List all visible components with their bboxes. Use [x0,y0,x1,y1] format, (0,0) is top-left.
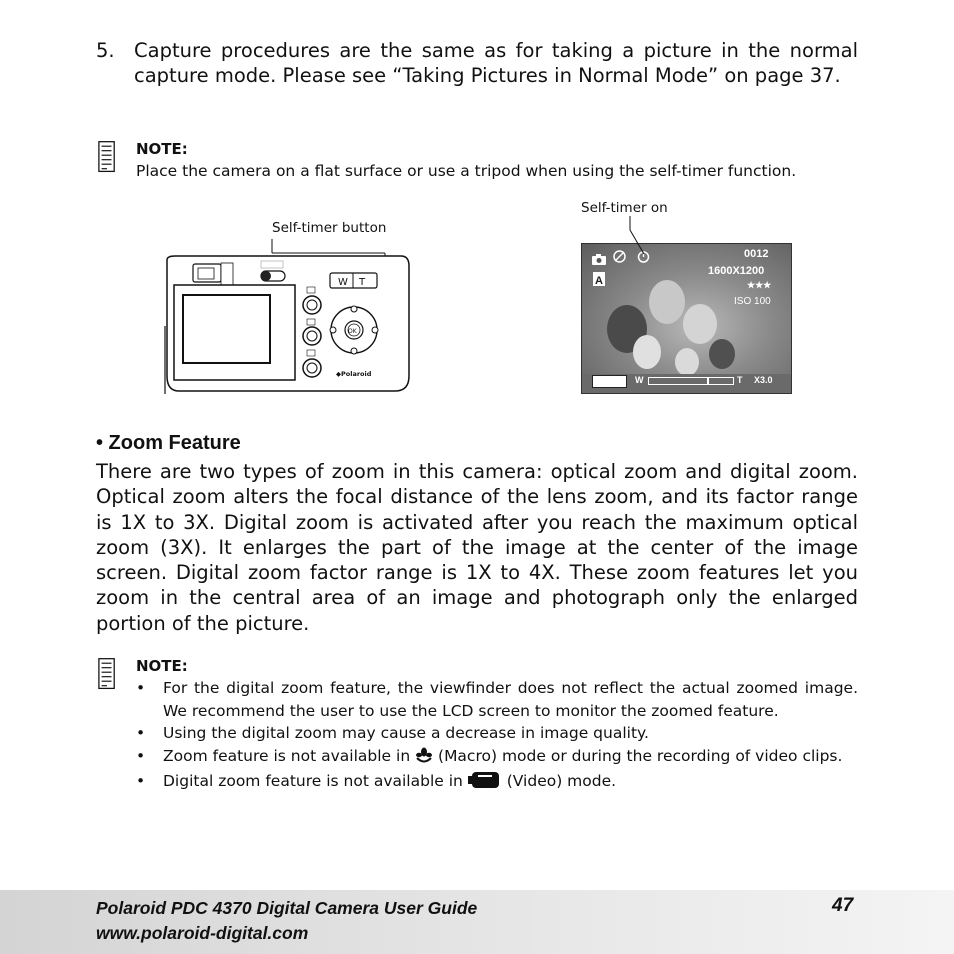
footer-title: Polaroid PDC 4370 Digital Camera User Guide [96,898,478,918]
zoom-tele-label: T [737,375,743,385]
zoom-factor-readout: X3.0 [754,375,773,385]
camera-back-illustration [155,236,415,398]
zoom-bar [648,377,734,385]
note-list [136,677,858,796]
list-item-text: Using the digital zoom may cause a decrease in image quality. [163,724,649,743]
resolution-readout: 1600X1200 [708,265,765,277]
macro-flower-icon [415,747,433,771]
list-item [136,770,858,796]
note-title: NOTE: [136,140,188,158]
bullet: • [136,724,146,743]
video-camera-icon [468,771,502,796]
list-item-text: Zoom feature is not available in [163,746,411,765]
step-number: 5. [96,39,115,62]
bullet: • [136,746,146,765]
note-2 [136,657,858,796]
bullet: • [136,772,146,791]
list-item-text: Digital zoom feature is not available in [163,772,463,791]
section-heading: • Zoom Feature [96,432,241,454]
bullet: • [136,679,146,697]
lcd-screen-illustration [581,243,792,394]
tele-button-label: T [359,277,366,288]
footer-url: www.polaroid-digital.com [96,923,309,943]
list-item-text: (Macro) mode or during the recording of video clips. [438,746,843,765]
shot-counter: 0012 [744,248,769,260]
list-item [136,677,858,722]
list-item [136,745,858,771]
note-icon [98,657,116,695]
zoom-paragraph: There are two types of zoom in this camera: optical zoom and digital zoom. Optical zoom alters the focal distance of the lens zoom, and its factor range is 1X to 3X. Digital zoom is activated after you reach the maximum optical zoom (3X). It enlarges the part of the image at the center of the image screen. Digital zoom factor range is 1X to 4X. These zoom features let you zoom in the central area of an image and photograph only the enlarged portion of the picture. [96,460,858,635]
zoom-wide-label: W [635,375,644,385]
note-icon [98,140,116,178]
auto-mode-icon [593,271,605,290]
self-timer-button-caption: Self-timer button [272,220,387,236]
self-timer-on-caption: Self-timer on [581,200,668,216]
quality-stars: ★★★ [747,280,772,290]
step-5 [96,38,858,88]
polaroid-brand-logo: ◆Polaroid [336,370,372,378]
list-item [136,722,858,745]
step-text: Capture procedures are the same as for taking a picture in the normal capture mode. Please see “Taking Pictures in Normal Mode” on page 37. [134,39,858,87]
page-number: 47 [832,895,854,916]
wide-button-label: W [338,277,348,288]
iso-readout: ISO 100 [734,296,771,307]
note-title: NOTE: [136,657,188,675]
battery-icon [592,375,627,388]
note-body: Place the camera on a flat surface or use a tripod when using the self-timer function. [136,162,797,180]
list-item-text: For the digital zoom feature, the viewfinder does not reflect the actual zoomed image. We recommend the user to use the LCD screen to monitor the zoomed feature. [163,679,858,720]
self-timer-callout-line [600,216,650,256]
svg-text:A: A [595,275,603,286]
ok-button-label: OK [348,328,357,335]
list-item-text: (Video) mode. [506,772,617,791]
